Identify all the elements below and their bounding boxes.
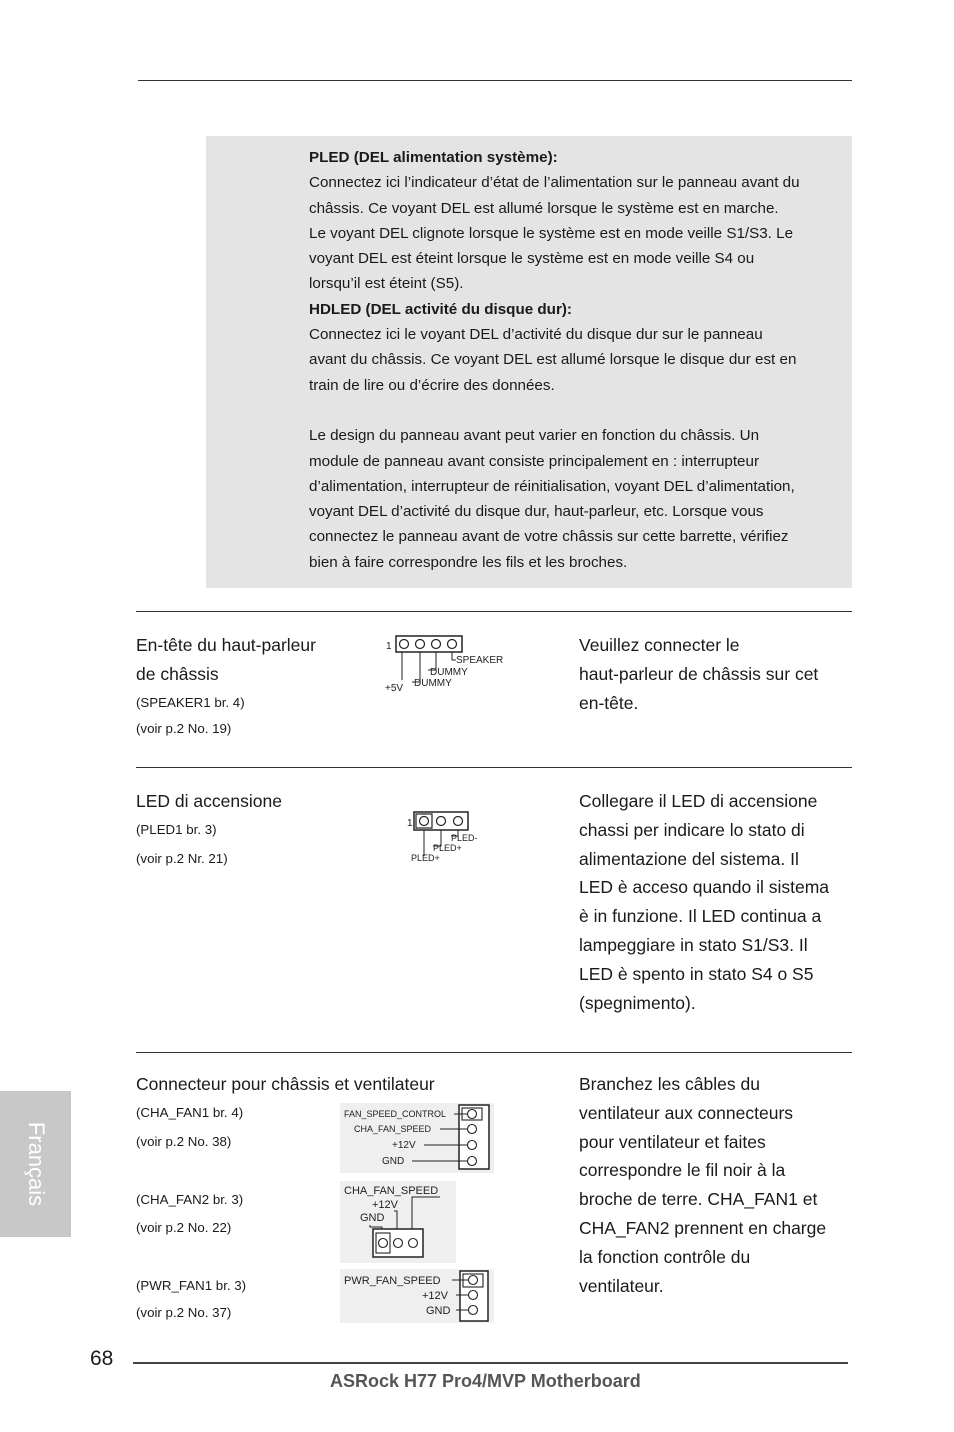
desc-line: pour ventilateur et faites (579, 1131, 766, 1152)
speaker-page: (voir p.2 No. 19) (136, 721, 232, 736)
footer-title: ASRock H77 Pro4/MVP Motherboard (330, 1371, 641, 1391)
note-line: voyant DEL est éteint lorsque le système est en mode veille S4 ou (309, 250, 755, 268)
pled-heading: PLED (DEL alimentation système): (309, 149, 558, 166)
cha-fan1-ref: (CHA_FAN1 br. 4) (136, 1105, 244, 1120)
hdled-heading: HDLED (DEL activité du disque dur): (309, 300, 572, 318)
cha-fan2-ref: (CHA_FAN2 br. 3) (136, 1192, 244, 1207)
speaker-header-diagram (382, 632, 512, 694)
pwr-fan1-diagram (340, 1269, 494, 1323)
desc-line: chassi per indicare lo stato di (579, 819, 805, 840)
pled-minus-label: PLED- (451, 833, 478, 843)
fan-pin-label: GND (360, 1212, 385, 1224)
desc-line: ventilateur. (579, 1275, 664, 1296)
fan-description (579, 1070, 859, 1300)
section-rule (136, 767, 852, 768)
speaker-description (579, 631, 859, 717)
desc-line: en-tête. (579, 692, 639, 713)
speaker-title-line1: En-tête du haut-parleur (136, 635, 316, 655)
desc-line: Veuillez connecter le (579, 635, 740, 655)
fan-pin-label: FAN_SPEED_CONTROL (344, 1109, 447, 1119)
note-line: bien à faire correspondre les fils et les broches. (309, 553, 628, 571)
note-line: Connectez ici le voyant DEL d’activité du disque dur sur le panneau (309, 326, 763, 344)
note-line: d’alimentation, interrupteur de réinitialisation, voyant DEL d’alimentation, (309, 477, 795, 495)
fan-pin-label: +12V (372, 1199, 398, 1211)
pwr-fan1-ref: (PWR_FAN1 br. 3) (136, 1278, 247, 1293)
note-line: avant du châssis. Ce voyant DEL est allumé lorsque le disque dur est en (309, 351, 797, 369)
fan-pin-label: CHA_FAN_SPEED (344, 1185, 439, 1197)
cha-fan2-page: (voir p.2 No. 22) (136, 1220, 232, 1235)
desc-line: alimentazione del sistema. Il (579, 848, 799, 869)
fan-pin-label: GND (426, 1305, 451, 1317)
pled-title: LED di accensione (136, 791, 282, 811)
speaker-title-line2: de châssis (136, 664, 219, 684)
language-tab-label: Français (24, 1121, 49, 1207)
note-line: module de panneau avant consiste principalement en : interrupteur (309, 452, 760, 470)
note-line: voyant DEL d’activité du disque dur, haut-parleur, etc. Lorsque vous (309, 503, 764, 521)
pled-plus-label: PLED+ (411, 853, 440, 863)
fan-pin-label: +12V (422, 1290, 448, 1302)
pin1-label: 1 (407, 818, 413, 829)
note-line: Connectez ici l’indicateur d’état de l’alimentation sur le panneau avant du (309, 174, 800, 192)
cha-fan2-diagram (340, 1181, 456, 1263)
speaker-pin-label: SPEAKER (456, 655, 504, 666)
desc-line: ventilateur aux connecteurs (579, 1102, 794, 1123)
pled-ref: (PLED1 br. 3) (136, 822, 217, 837)
desc-line: CHA_FAN2 prennent en charge (579, 1217, 827, 1238)
pled-header-diagram (405, 808, 485, 864)
note-line: lorsqu’il est éteint (S5). (309, 275, 464, 293)
desc-line: Collegare il LED di accensione (579, 791, 818, 811)
note-line: Le design du panneau avant peut varier en fonction du châssis. Un (309, 427, 760, 445)
fan-pin-label: PWR_FAN_SPEED (344, 1275, 441, 1287)
spacer (309, 398, 857, 423)
desc-line: la fonction contrôle du (579, 1246, 751, 1267)
desc-line: correspondre le fil noir à la (579, 1160, 786, 1181)
footer-rule (133, 1362, 848, 1364)
dummy-pin-label: DUMMY (430, 667, 468, 678)
desc-line: Branchez les câbles du (579, 1074, 760, 1094)
note-line: châssis. Ce voyant DEL est allumé lorsque le système est en marche. (309, 199, 779, 217)
pled-page: (voir p.2 Nr. 21) (136, 851, 228, 866)
desc-line: è in funzione. Il LED continua a (579, 906, 822, 927)
note-line: train de lire ou d’écrire des données. (309, 376, 555, 394)
desc-line: haut-parleur de châssis sur cet (579, 663, 819, 684)
pin1-label: 1 (386, 641, 392, 652)
language-tab (0, 1091, 71, 1237)
section-rule (136, 1052, 852, 1053)
top-rule (138, 80, 852, 81)
note-line: connectez le panneau avant de votre châssis sur cette barrette, vérifiez (309, 528, 789, 546)
section-rule (136, 611, 852, 612)
pwr-fan1-page: (voir p.2 No. 37) (136, 1305, 232, 1320)
fan-pin-label: GND (382, 1156, 405, 1167)
dummy-pin-label: DUMMY (414, 678, 452, 689)
page-number: 68 (90, 1347, 114, 1370)
desc-line: (spegnimento). (579, 992, 696, 1013)
desc-line: broche de terre. CHA_FAN1 et (579, 1189, 818, 1210)
note-line: Le voyant DEL clignote lorsque le système est en mode veille S1/S3. Le (309, 224, 794, 242)
fan-pin-label: +12V (392, 1140, 416, 1151)
pled-plus-label: PLED+ (433, 843, 462, 853)
fan-title: Connecteur pour châssis et ventilateur (136, 1074, 435, 1094)
plus5v-pin-label: +5V (385, 683, 404, 694)
fan-pin-label: CHA_FAN_SPEED (354, 1124, 432, 1134)
note-text (309, 145, 857, 575)
speaker-ref: (SPEAKER1 br. 4) (136, 695, 245, 710)
desc-line: LED è spento in stato S4 o S5 (579, 963, 814, 984)
cha-fan1-page: (voir p.2 No. 38) (136, 1134, 232, 1149)
desc-line: lampeggiare in stato S1/S3. Il (579, 934, 808, 955)
cha-fan1-diagram (340, 1103, 494, 1173)
pled-description (579, 787, 859, 1017)
desc-line: LED è acceso quando il sistema (579, 877, 829, 898)
